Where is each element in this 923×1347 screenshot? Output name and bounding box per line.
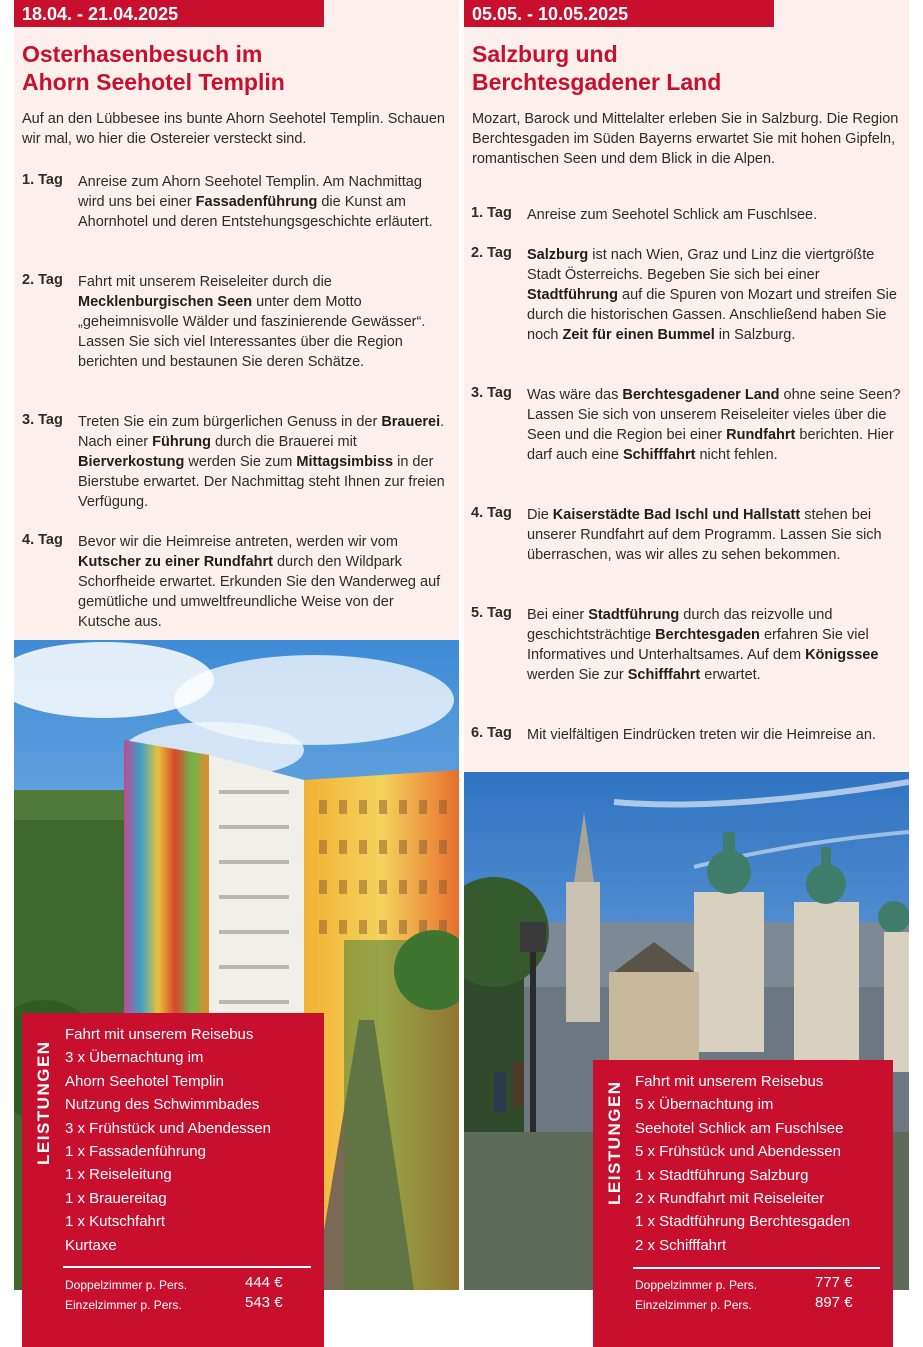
list-item: Fahrt mit unserem Reisebus (65, 1026, 254, 1043)
highlight-text: Brauerei (381, 414, 441, 430)
list-item: 5 x Frühstück und Abendessen (635, 1143, 841, 1161)
day-text: Anreise zum Ahorn Seehotel Templin. Am Nachmittag wird uns bei einer Fassadenführung die Kunst am Ahornhotel und deren Entstehungsgeschichte erläutert. (78, 174, 433, 230)
left-leistungen-box (22, 1013, 324, 1347)
leistungen-heading: LEISTUNGEN (34, 1040, 53, 1165)
list-item: Ahorn Seehotel Templin (65, 1072, 224, 1090)
divider (63, 1266, 311, 1268)
list-item: Fahrt mit unserem Reisebus (635, 1073, 824, 1090)
day-label: 2. Tag (22, 272, 63, 288)
highlight-text: Schifffahrt (622, 447, 696, 463)
right-intro: Mozart, Barock und Mittelalter erleben Sie in Salzburg. Die Region Berchtesgaden im Süden Bayerns erwartet Sie mit hohen Gipfeln, romantischen Seen und dem Blick in die Alpen. (472, 111, 899, 167)
highlight-text: Rundfahrt (726, 427, 796, 443)
left-intro: Auf an den Lübbesee ins bunte Ahorn Seehotel Templin. Schauen wir mal, wo hier die Ostereier versteckt sind. (22, 111, 445, 147)
day-text: Was wäre das Berchtesgadener Land ohne seine Seen? Lassen Sie sich von unserem Reiseleiter vieles über die Seen und die Region bei einer Rundfahrt berichten. Hier darf auch eine Schifffahrt nicht fehlen. (527, 387, 901, 463)
day-label: 1. Tag (22, 172, 63, 188)
highlight-text: Bierverkostung (78, 454, 185, 470)
day-text: Die Kaiserstädte Bad Ischl und Hallstatt stehen bei unserer Rundfahrt auf dem Programm. Lassen Sie sich überraschen, was wir alles zu sehen bekommen. (527, 507, 882, 563)
highlight-text: Mittagsimbiss (296, 454, 394, 470)
day-text: Fahrt mit unserem Reiseleiter durch die Mecklenburgischen Seen unter dem Motto „geheimnisvolle Wälder und faszinierende Gewässer“. Lassen Sie sich viel Interessantes über die Region berichten und bestaunen Sie deren Schätze. (78, 274, 426, 370)
price-value: 543 € (245, 1294, 283, 1311)
price-value: 777 € (815, 1274, 853, 1291)
highlight-text: Schifffahrt (627, 667, 701, 683)
day-label: 6. Tag (471, 725, 512, 741)
divider (633, 1267, 880, 1269)
list-item: 3 x Frühstück und Abendessen (65, 1119, 271, 1137)
highlight-text: Fassadenführung (195, 194, 318, 210)
highlight-text: Führung (152, 434, 211, 450)
right-leistungen-box (593, 1060, 893, 1347)
list-item: 1 x Stadtführung Berchtesgaden (635, 1213, 851, 1231)
list-item: Nutzung des Schwimmbades (65, 1096, 260, 1114)
leistungen-list (65, 1023, 315, 1257)
price-label: Doppelzimmer p. Pers. (65, 1278, 188, 1292)
price-value: 897 € (815, 1294, 853, 1311)
list-item: 3 x Übernachtung im (65, 1049, 204, 1067)
list-item: Kurtaxe (65, 1236, 117, 1254)
leistungen-heading: LEISTUNGEN (605, 1080, 624, 1205)
price-label: Einzelzimmer p. Pers. (65, 1298, 182, 1312)
highlight-text: Stadtführung (588, 607, 680, 623)
day-label: 4. Tag (471, 505, 512, 521)
list-item: 1 x Kutschfahrt (65, 1213, 166, 1231)
list-item: 1 x Reiseleitung (65, 1166, 172, 1184)
left-date-bar: 18.04. - 21.04.2025 (14, 0, 324, 27)
highlight-text: Mecklenburgischen Seen (78, 294, 253, 310)
price-value: 444 € (245, 1274, 283, 1291)
right-title-line-1: Salzburg und (472, 41, 618, 67)
leistungen-list (635, 1070, 890, 1257)
right-trip-title (472, 40, 902, 96)
highlight-text: Berchtesgaden (655, 627, 760, 643)
day-label: 5. Tag (471, 605, 512, 621)
day-text: Treten Sie ein zum bürgerlichen Genuss in der Brauerei. Nach einer Führung durch die Brauerei mit Bierverkostung werden Sie zum Mittagsimbiss in der Bierstube erwartet. Der Nachmittag steht Ihnen zur freien Verfügung. (78, 414, 445, 510)
day-label: 1. Tag (471, 205, 512, 221)
price-label: Einzelzimmer p. Pers. (635, 1298, 752, 1312)
list-item: 2 x Rundfahrt mit Reiseleiter (635, 1190, 825, 1208)
highlight-text: Salzburg (527, 247, 589, 263)
day-label: 2. Tag (471, 245, 512, 261)
highlight-text: Zeit für einen Bummel (562, 327, 715, 343)
day-label: 3. Tag (471, 385, 512, 401)
list-item: Seehotel Schlick am Fuschlsee (635, 1119, 844, 1137)
price-label: Doppelzimmer p. Pers. (635, 1278, 758, 1292)
day-text: Salzburg ist nach Wien, Graz und Linz die viertgrößte Stadt Österreichs. Begeben Sie sich bei einer Stadtführung auf die Spuren von Mozart und streifen Sie durch die historischen Gassen. Anschließend haben Sie noch Zeit für einen Bummel in Salzburg. (527, 247, 897, 343)
right-date-bar: 05.05. - 10.05.2025 (464, 0, 774, 27)
list-item: 5 x Übernachtung im (635, 1096, 774, 1114)
day-label: 3. Tag (22, 412, 63, 428)
list-item: 1 x Stadtführung Salzburg (635, 1166, 809, 1184)
list-item: 1 x Brauereitag (65, 1189, 167, 1207)
day-text: Bei einer Stadtführung durch das reizvolle und geschichtsträchtige Berchtesgaden erfahren Sie viel Informatives und Unterhaltsames. Auf dem Königssee werden Sie zur Schifffahrt erwartet. (527, 607, 879, 683)
day-label: 4. Tag (22, 532, 63, 548)
list-item: 1 x Fassadenführung (65, 1143, 206, 1161)
day-text: Anreise zum Seehotel Schlick am Fuschlsee. (527, 207, 818, 223)
highlight-text: Kaiserstädte Bad Ischl und Hallstatt (552, 507, 801, 523)
left-title-line-1: Osterhasenbesuch im (22, 41, 263, 67)
highlight-text: Kutscher zu einer Rundfahrt (78, 554, 273, 570)
list-item: 2 x Schifffahrt (635, 1236, 727, 1254)
highlight-text: Stadtführung (527, 287, 619, 303)
highlight-text: Königssee (805, 647, 879, 663)
right-title-line-2: Berchtesgadener Land (472, 69, 722, 95)
left-trip-title (22, 40, 442, 96)
highlight-text: Berchtesgadener Land (622, 387, 780, 403)
day-text: Bevor wir die Heimreise antreten, werden wir vom Kutscher zu einer Rundfahrt durch den Wildpark Schorfheide erwartet. Erkunden Sie den Wanderweg auf gemütliche und umweltfreundliche Weise von der Kutsche aus. (78, 534, 441, 630)
left-title-line-2: Ahorn Seehotel Templin (22, 69, 285, 95)
day-text: Mit vielfältigen Eindrücken treten wir die Heimreise an. (527, 727, 876, 743)
